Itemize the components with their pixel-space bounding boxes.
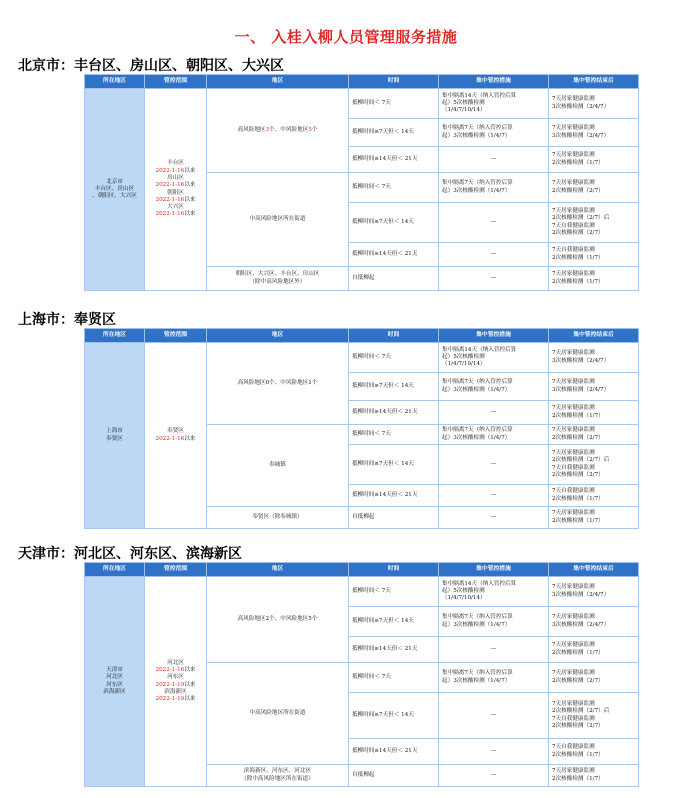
post-line: 3次核酸检测（2/4/7） xyxy=(552,621,610,628)
scope-name: 河北区 xyxy=(167,659,184,666)
measure-line: 集中隔离7天（纳入管控后算 xyxy=(442,180,513,187)
post-line: 2次核酸检测（2/7） xyxy=(552,471,604,478)
measure-line: 起）3次核酸检测（1/4/7） xyxy=(442,187,511,194)
scope-cell xyxy=(145,343,207,529)
measure-cell: — xyxy=(439,739,549,765)
region-line: 北京市 xyxy=(106,178,123,185)
post-line: 7天自我健康监测 xyxy=(552,464,595,471)
time-cell: 抵柳时间≥7天但＜ 14天 xyxy=(349,607,439,637)
scope-date-line xyxy=(148,182,203,189)
scope-date: 2022-1-16 xyxy=(155,666,185,673)
post-line: 7天居家健康监测 xyxy=(552,271,595,278)
post-line: 2次核酸检测（1/7） xyxy=(552,649,604,656)
post-line: 2次核酸检测（2/7） xyxy=(552,677,604,684)
measure-cell xyxy=(439,607,549,637)
post-line: 2次核酸检测（1/7） xyxy=(552,775,604,782)
header-post: 集中管控结束后 xyxy=(549,329,639,343)
post-line: 3次核酸检测（2/4/7） xyxy=(552,103,610,110)
region-cell xyxy=(85,343,145,529)
time-cell: 抵柳时间≥14天但＜ 21天 xyxy=(349,243,439,267)
header-area: 地区 xyxy=(207,563,349,577)
scope-suffix: 以来 xyxy=(184,696,196,703)
time-cell: 自抵柳起 xyxy=(349,267,439,291)
measure-line: 集中隔离14天（纳入管控后算 xyxy=(442,580,517,587)
region-line: 奉贤区 xyxy=(106,435,123,442)
scope-date-line xyxy=(148,168,203,175)
scope-suffix: 以来 xyxy=(184,167,196,174)
measure-cell: — xyxy=(439,765,549,787)
scope-date: 2022-1-19 xyxy=(155,681,185,688)
time-cell: 抵柳时间≥14天但＜ 21天 xyxy=(349,637,439,663)
post-cell xyxy=(549,243,639,267)
post-line: 7天居家健康监测 xyxy=(552,642,595,649)
header-post: 集中管控结束后 xyxy=(549,563,639,577)
measure-line: 起）3次核酸检测（1/4/7） xyxy=(442,677,511,684)
post-line: 7天居家健康监测 xyxy=(552,670,595,677)
post-cell xyxy=(549,173,639,203)
scope-date-line xyxy=(148,436,203,443)
measure-cell: — xyxy=(439,637,549,663)
scope-name: 房山区 xyxy=(167,174,184,181)
table-row xyxy=(85,577,639,607)
post-cell xyxy=(549,637,639,663)
post-line: 7天居家健康监测 xyxy=(552,510,595,517)
scope-name: 大兴区 xyxy=(167,204,184,211)
tianjin-table xyxy=(84,562,639,787)
scope-name: 奉贤区 xyxy=(167,428,184,435)
header-scope: 管控范围 xyxy=(145,329,207,343)
scope-name: 河东区 xyxy=(167,674,184,681)
area-line: 滨海新区、河东区、河北区 xyxy=(243,768,312,775)
post-cell xyxy=(549,607,639,637)
post-line: 2次核酸检测（1/7） xyxy=(552,751,604,758)
post-line: 3次核酸检测（2/4/7） xyxy=(552,591,610,598)
area-cell xyxy=(207,765,349,787)
region-line: 河东区 xyxy=(106,681,123,688)
scope-cell xyxy=(145,577,207,787)
region-cell xyxy=(85,89,145,291)
post-line: 2次核酸检测（2/7） xyxy=(552,434,604,441)
scope-date-line xyxy=(148,696,203,703)
measure-cell xyxy=(439,663,549,693)
page-title: 一、 入桂入柳人员管理服务措施 xyxy=(234,28,458,46)
table-header-row xyxy=(85,75,639,89)
area-text: 个、中风险地区 xyxy=(269,126,309,133)
post-line: 2次核酸检测（2/7）后 xyxy=(552,708,610,715)
area-count: 5 xyxy=(308,126,312,133)
post-line: 7天居家健康监测 xyxy=(552,427,595,434)
shanghai-section-title: 上海市：奉贤区 xyxy=(18,312,116,328)
header-scope: 管控范围 xyxy=(145,563,207,577)
post-line: 2次核酸检测（1/7） xyxy=(552,412,604,419)
measure-line: 集中隔离7天（纳入管控后算 xyxy=(442,670,513,677)
measure-cell: — xyxy=(439,147,549,173)
time-cell: 抵柳时间＜ 7天 xyxy=(349,663,439,693)
post-line: 7天居家健康监测 xyxy=(552,405,595,412)
measure-cell: — xyxy=(439,445,549,485)
header-region: 所在地区 xyxy=(85,329,145,343)
time-cell: 抵柳时间≥14天但＜ 21天 xyxy=(349,739,439,765)
scope-date-line xyxy=(148,682,203,689)
region-line: 河北区 xyxy=(106,674,123,681)
area-cell: 高风险地区0个、中风险地区1个 xyxy=(207,343,349,425)
scope-date: 2022-1-16 xyxy=(155,435,185,442)
beijing-section-title: 北京市：丰台区、房山区、朝阳区、大兴区 xyxy=(18,58,284,74)
scope-name: 朝阳区 xyxy=(167,189,184,196)
scope-name: 滨海新区 xyxy=(164,688,187,695)
post-line: 7天居家健康监测 xyxy=(552,614,595,621)
post-line: 7天自我健康监测 xyxy=(552,488,595,495)
region-line: 天津市 xyxy=(106,666,123,673)
time-cell: 抵柳时间＜ 7天 xyxy=(349,173,439,203)
area-text: 高风险地区 xyxy=(237,126,266,133)
measure-line: 集中隔离7天（纳入管控后算 xyxy=(442,427,513,434)
area-cell xyxy=(207,89,349,173)
time-cell: 抵柳时间≥14天但＜ 21天 xyxy=(349,147,439,173)
post-line: 7天居家健康监测 xyxy=(552,700,595,707)
measure-line: 起）5次核酸检测 xyxy=(442,99,485,106)
time-cell: 自抵柳起 xyxy=(349,765,439,787)
scope-date-line xyxy=(148,211,203,218)
post-line: 7天自我健康监测 xyxy=(552,715,595,722)
area-cell: 奉贤区（除奉城镇） xyxy=(207,507,349,529)
time-cell: 抵柳时间＜ 7天 xyxy=(349,577,439,607)
header-scope: 管控范围 xyxy=(145,75,207,89)
time-cell: 抵柳时间＜ 7天 xyxy=(349,89,439,119)
post-cell xyxy=(549,343,639,373)
post-line: 2次核酸检测（2/7） xyxy=(552,229,604,236)
post-cell xyxy=(549,485,639,507)
post-cell xyxy=(549,693,639,739)
post-line: 2次核酸检测（1/7） xyxy=(552,159,604,166)
header-time: 时间 xyxy=(349,75,439,89)
measure-cell xyxy=(439,89,549,119)
time-cell: 抵柳时间≥7天但＜ 14天 xyxy=(349,445,439,485)
measure-line: 集中隔离7天（纳入管控后算 xyxy=(442,379,513,386)
area-cell: 高风险地区2个、中风险地区5个 xyxy=(207,577,349,663)
measure-line: （1/4/7/10/14） xyxy=(442,107,486,114)
scope-date: 2022-1-16 xyxy=(155,211,185,218)
measure-cell xyxy=(439,173,549,203)
scope-suffix: 以来 xyxy=(184,666,196,673)
measure-line: （1/4/7/10/14） xyxy=(442,361,486,368)
scope-cell xyxy=(145,89,207,291)
post-line: 2次核酸检测（1/7） xyxy=(552,495,604,502)
measure-cell: — xyxy=(439,401,549,425)
scope-suffix: 以来 xyxy=(184,435,196,442)
measure-line: 集中隔离7天（纳入管控后算 xyxy=(442,125,513,132)
header-measure: 集中管控措施 xyxy=(439,75,549,89)
region-line: 上海市 xyxy=(106,428,123,435)
tianjin-section-title: 天津市：河北区、河东区、滨海新区 xyxy=(18,546,242,562)
scope-date-line xyxy=(148,197,203,204)
area-cell: 奉城镇 xyxy=(207,425,349,507)
header-measure: 集中管控措施 xyxy=(439,329,549,343)
post-cell xyxy=(549,445,639,485)
table-row xyxy=(85,89,639,119)
time-cell: 自抵柳起 xyxy=(349,507,439,529)
measure-cell xyxy=(439,577,549,607)
post-line: 2次核酸检测（1/7） xyxy=(552,517,604,524)
post-line: 2次核酸检测（2/7）后 xyxy=(552,215,610,222)
header-time: 时间 xyxy=(349,563,439,577)
table-header-row xyxy=(85,563,639,577)
measure-line: （1/4/7/10/14） xyxy=(442,595,486,602)
post-line: 7天自我健康监测 xyxy=(552,247,595,254)
measure-cell: — xyxy=(439,243,549,267)
area-line: （除中高风险地区外） xyxy=(249,278,306,285)
measure-line: 起）5次核酸检测 xyxy=(442,587,485,594)
measure-cell xyxy=(439,343,549,373)
post-cell xyxy=(549,425,639,445)
header-region: 所在地区 xyxy=(85,75,145,89)
post-cell xyxy=(549,401,639,425)
scope-suffix: 以来 xyxy=(184,182,196,189)
post-cell xyxy=(549,577,639,607)
time-cell: 抵柳时间≥14天但＜ 21天 xyxy=(349,485,439,507)
scope-suffix: 以来 xyxy=(184,196,196,203)
measure-cell xyxy=(439,425,549,445)
post-line: 2次核酸检测（2/7） xyxy=(552,722,604,729)
post-line: 2次核酸检测（2/7）后 xyxy=(552,457,610,464)
post-line: 7天居家健康监测 xyxy=(552,152,595,159)
measure-line: 起）3次核酸检测（1/4/7） xyxy=(442,132,511,139)
measure-line: 集中隔离14天（纳入管控后算 xyxy=(442,92,517,99)
post-line: 7天居家健康监测 xyxy=(552,180,595,187)
area-cell: 中高风险地区所在街道 xyxy=(207,663,349,765)
post-line: 3次核酸检测（2/4/7） xyxy=(552,386,610,393)
region-line: 、朝阳区、大兴区 xyxy=(92,193,137,200)
header-region: 所在地区 xyxy=(85,563,145,577)
post-line: 3次核酸检测（2/4/7） xyxy=(552,132,610,139)
time-cell: 抵柳时间≥14天但＜ 21天 xyxy=(349,401,439,425)
scope-date: 2022-1-16 xyxy=(155,182,185,189)
measure-line: 起）3次核酸检测（1/4/7） xyxy=(442,386,511,393)
scope-date: 2022-1-19 xyxy=(155,696,185,703)
post-line: 2次核酸检测（1/7） xyxy=(552,278,604,285)
measure-cell: — xyxy=(439,203,549,243)
measure-line: 起）3次核酸检测（1/4/7） xyxy=(442,434,511,441)
post-line: 7天居家健康监测 xyxy=(552,207,595,214)
post-line: 2次核酸检测（2/7） xyxy=(552,187,604,194)
scope-suffix: 以来 xyxy=(184,681,196,688)
post-line: 7天居家健康监测 xyxy=(552,379,595,386)
area-cell xyxy=(207,267,349,291)
post-cell xyxy=(549,507,639,529)
post-line: 7天居家健康监测 xyxy=(552,350,595,357)
post-cell xyxy=(549,373,639,401)
header-time: 时间 xyxy=(349,329,439,343)
scope-suffix: 以来 xyxy=(184,211,196,218)
scope-date: 2022-1-16 xyxy=(155,167,185,174)
area-line: （除中高风险地区所在街道） xyxy=(241,775,314,782)
area-text: 个 xyxy=(311,126,318,133)
measure-cell xyxy=(439,373,549,401)
post-line: 7天自我健康监测 xyxy=(552,744,595,751)
post-line: 7天居家健康监测 xyxy=(552,584,595,591)
measure-line: 集中隔离7天（纳入管控后算 xyxy=(442,614,513,621)
measure-cell xyxy=(439,119,549,147)
region-cell xyxy=(85,577,145,787)
time-cell: 抵柳时间＜ 7天 xyxy=(349,343,439,373)
post-cell xyxy=(549,765,639,787)
measure-cell: — xyxy=(439,693,549,739)
measure-line: 起）5次核酸检测 xyxy=(442,353,485,360)
post-cell xyxy=(549,147,639,173)
area-cell: 中高风险地区所在街道 xyxy=(207,173,349,267)
post-line: 7天居家健康监测 xyxy=(552,449,595,456)
post-cell xyxy=(549,203,639,243)
post-line: 3次核酸检测（2/4/7） xyxy=(552,357,610,364)
measure-line: 起）3次核酸检测（1/4/7） xyxy=(442,621,511,628)
scope-name: 丰台区 xyxy=(167,160,184,167)
shanghai-table xyxy=(84,328,639,529)
measure-line: 集中隔离14天（纳入管控后算 xyxy=(442,346,517,353)
post-line: 7天居家健康监测 xyxy=(552,125,595,132)
region-line: 丰台区、房山区 xyxy=(94,185,135,192)
post-cell xyxy=(549,119,639,147)
header-post: 集中管控结束后 xyxy=(549,75,639,89)
scope-date: 2022-1-16 xyxy=(155,196,185,203)
post-cell xyxy=(549,267,639,291)
header-measure: 集中管控措施 xyxy=(439,563,549,577)
post-line: 2次核酸检测（1/7） xyxy=(552,254,604,261)
table-header-row xyxy=(85,329,639,343)
beijing-table xyxy=(84,74,639,291)
time-cell: 抵柳时间≥7天但＜ 14天 xyxy=(349,373,439,401)
time-cell: 抵柳时间≥7天但＜ 14天 xyxy=(349,693,439,739)
area-line: 朝阳区、大兴区、丰台区、房山区 xyxy=(235,271,320,278)
post-line: 7天居家健康监测 xyxy=(552,96,595,103)
post-cell xyxy=(549,89,639,119)
post-line: 7天居家健康监测 xyxy=(552,768,595,775)
measure-cell: — xyxy=(439,485,549,507)
time-cell: 抵柳时间≥7天但＜ 14天 xyxy=(349,203,439,243)
measure-cell: — xyxy=(439,267,549,291)
time-cell: 抵柳时间≥7天但＜ 14天 xyxy=(349,119,439,147)
header-area: 地区 xyxy=(207,75,349,89)
time-cell: 抵柳时间＜ 7天 xyxy=(349,425,439,445)
area-count: 3 xyxy=(265,126,270,133)
measure-cell: — xyxy=(439,507,549,529)
table-row xyxy=(85,343,639,373)
header-area: 地区 xyxy=(207,329,349,343)
post-cell xyxy=(549,663,639,693)
post-line: 7天自我健康监测 xyxy=(552,222,595,229)
post-cell xyxy=(549,739,639,765)
region-line: 滨海新区 xyxy=(103,688,126,695)
